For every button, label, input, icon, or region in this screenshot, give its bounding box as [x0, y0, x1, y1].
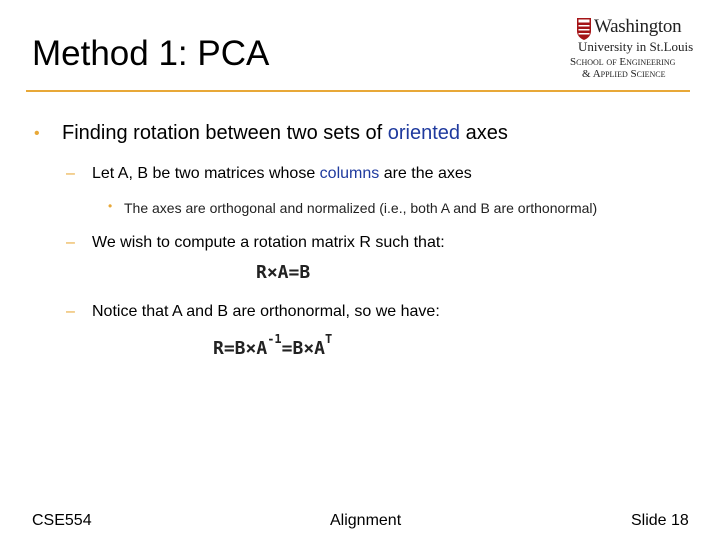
highlight-columns: columns [319, 165, 380, 182]
bullet-text-suffix: are the axes [379, 165, 472, 182]
equation-sup-inverse: -1 [267, 332, 282, 346]
bullet-text-prefix: Finding rotation between two sets of [62, 122, 388, 144]
shield-icon [577, 18, 591, 40]
bullet-text-suffix: axes [460, 122, 508, 144]
logo-line-school: School of Engineering [570, 56, 676, 68]
bullet-marker: • [34, 125, 40, 142]
footer-slide-number: Slide 18 [631, 512, 689, 529]
footer-course: CSE554 [32, 512, 92, 529]
bullet-text-prefix: Let A, B be two matrices whose [92, 165, 320, 182]
bullet-text [92, 165, 472, 183]
bullet-text: Notice that A and B are orthonormal, so we have: [92, 303, 440, 320]
logo-line-applied: & Applied Science [582, 68, 666, 80]
title-divider [26, 90, 690, 92]
university-logo [566, 14, 694, 80]
bullet-text: The axes are orthogonal and normalized (i.e., both A and B are orthonormal) [124, 200, 598, 216]
bullet-text: We wish to compute a rotation matrix R such that: [92, 234, 445, 251]
equation-sup-transpose: T [325, 332, 333, 346]
dash-marker: – [66, 303, 75, 320]
logo-line-university: University in St.Louis [578, 39, 694, 54]
footer-topic: Alignment [330, 512, 402, 529]
bullet-text [62, 122, 508, 145]
dot-marker: • [108, 199, 113, 213]
equation-rotation: R×A=B [256, 262, 311, 283]
equation-inverse-transpose [213, 332, 333, 359]
page-title: Method 1: PCA [32, 34, 270, 73]
dash-marker: – [66, 234, 75, 251]
equation-part-2: =B×A [281, 338, 325, 359]
equation-part-1: R=B×A [213, 338, 268, 359]
logo-line-washington: Washington [594, 16, 682, 37]
highlight-oriented: oriented [387, 122, 461, 144]
dash-marker: – [66, 165, 75, 182]
